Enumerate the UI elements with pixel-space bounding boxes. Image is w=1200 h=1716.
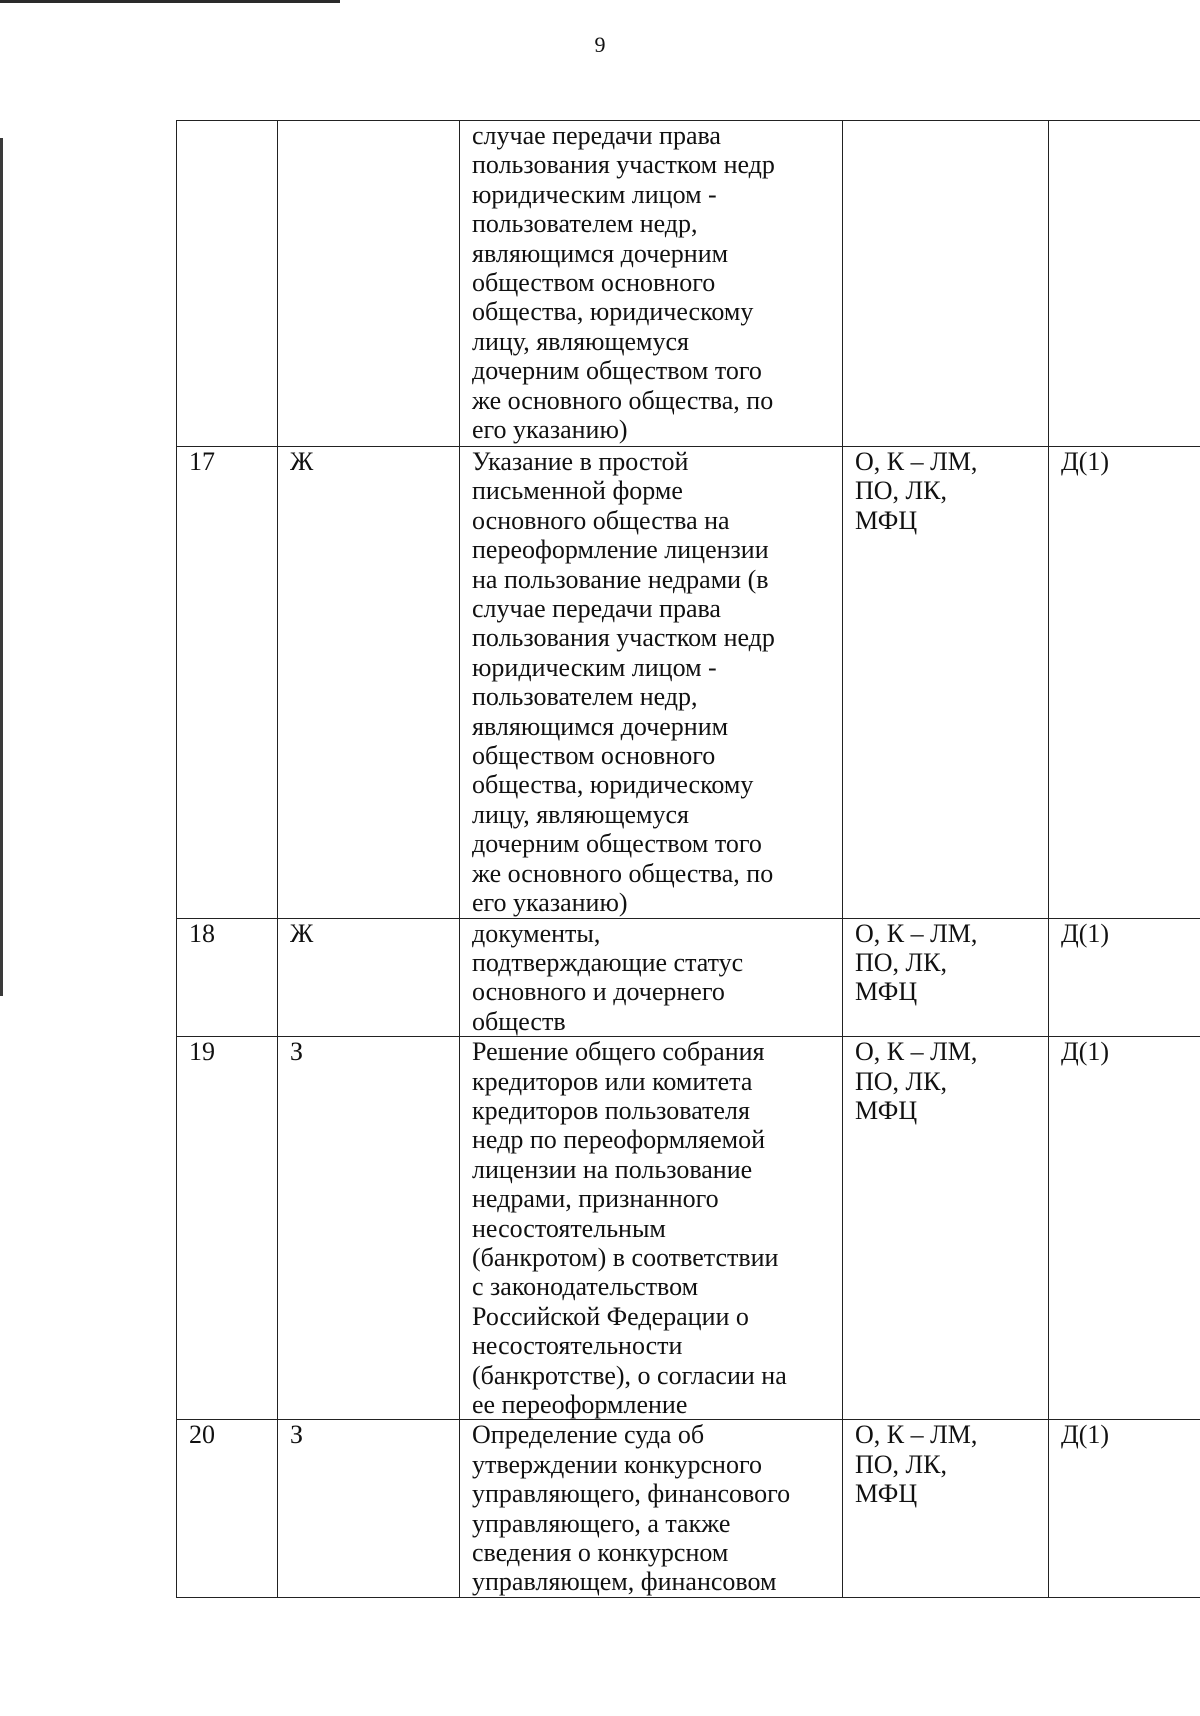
- table-row: [177, 1037, 1200, 1420]
- row-type-cell: Д(1): [1049, 447, 1200, 919]
- description-line: сведения о конкурсном: [472, 1538, 729, 1568]
- description-line: лицензии на пользование: [472, 1154, 753, 1184]
- description-line: управляющего, а также: [472, 1508, 731, 1538]
- description-line: управляющего, финансового: [472, 1479, 791, 1509]
- description-line: подтверждающие статус: [472, 947, 744, 977]
- row-code-cell: З: [278, 1420, 460, 1598]
- description-line: его указанию): [472, 888, 628, 918]
- description-line: ее переоформление: [472, 1390, 688, 1419]
- row-type-cell: Д(1): [1049, 1420, 1200, 1598]
- row-number-cell: 19: [177, 1037, 278, 1420]
- row-description-cell: [460, 1420, 843, 1598]
- table-row: [177, 447, 1200, 919]
- applicant-line: О, К – ЛМ,: [855, 1037, 978, 1067]
- row-number-cell: [177, 121, 278, 447]
- description-line: дочерним обществом того: [472, 829, 762, 859]
- applicant-line: О, К – ЛМ,: [855, 1420, 978, 1450]
- description-line: с законодательством: [472, 1272, 699, 1302]
- row-description-cell: [460, 1037, 843, 1420]
- description-line: несостоятельным: [472, 1213, 666, 1243]
- description-line: Российской Федерации о: [472, 1301, 749, 1331]
- row-type-cell: Д(1): [1049, 1037, 1200, 1420]
- description-line: же основного общества, по: [472, 858, 774, 888]
- description-line: управляющем, финансовом: [472, 1567, 777, 1597]
- applicant-line: ПО, ЛК,: [855, 1066, 948, 1096]
- description-line: Указание в простой: [472, 447, 689, 476]
- table-row: [177, 1420, 1200, 1598]
- scan-edge-left: [0, 138, 3, 996]
- applicant-line: МФЦ: [855, 977, 918, 1007]
- row-applicant-cell: [843, 121, 1049, 447]
- description-line: обществом основного: [472, 741, 716, 771]
- description-line: документы,: [472, 918, 601, 948]
- description-line: пользователем недр,: [472, 209, 698, 239]
- row-number-cell: 20: [177, 1420, 278, 1598]
- row-code-cell: Ж: [278, 447, 460, 919]
- row-number-cell: 18: [177, 918, 278, 1037]
- scan-edge-top: [0, 0, 340, 3]
- applicant-line: О, К – ЛМ,: [855, 447, 978, 476]
- description-line: (банкротом) в соответствии: [472, 1242, 779, 1272]
- description-line: переоформление лицензии: [472, 535, 769, 565]
- table-row: [177, 121, 1200, 447]
- row-type-cell: Д(1): [1049, 918, 1200, 1037]
- row-type-cell: [1049, 121, 1200, 447]
- description-line: дочерним обществом того: [472, 356, 762, 386]
- description-line: основного и дочернего: [472, 977, 725, 1007]
- row-number-cell: 17: [177, 447, 278, 919]
- table-row: [177, 918, 1200, 1037]
- description-line: несостоятельности: [472, 1331, 683, 1361]
- row-description-cell: [460, 121, 843, 447]
- description-line: его указанию): [472, 415, 628, 445]
- applicant-line: МФЦ: [855, 1095, 918, 1125]
- description-line: Определение суда об: [472, 1420, 705, 1450]
- description-line: недрами, признанного: [472, 1184, 719, 1214]
- applicant-line: ПО, ЛК,: [855, 1449, 948, 1479]
- description-line: основного общества на: [472, 505, 730, 535]
- description-line: пользования участком недр: [472, 150, 775, 180]
- description-line: лицу, являющемуся: [472, 799, 689, 829]
- document-table: [176, 120, 1200, 1598]
- applicant-line: МФЦ: [855, 505, 918, 535]
- description-line: обществом основного: [472, 268, 716, 298]
- description-line: являющимся дочерним: [472, 238, 729, 268]
- row-code-cell: З: [278, 1037, 460, 1420]
- description-line: недр по переоформляемой: [472, 1125, 765, 1155]
- description-line: юридическим лицом -: [472, 652, 717, 682]
- description-line: случае передачи права: [472, 121, 721, 150]
- row-applicant-cell: [843, 918, 1049, 1037]
- applicant-line: ПО, ЛК,: [855, 476, 948, 506]
- description-line: пользования участком недр: [472, 623, 775, 653]
- description-line: обществ: [472, 1006, 566, 1036]
- description-line: письменной форме: [472, 476, 683, 506]
- applicant-line: ПО, ЛК,: [855, 947, 948, 977]
- description-line: утверждении конкурсного: [472, 1449, 762, 1479]
- row-code-cell: Ж: [278, 918, 460, 1037]
- applicant-line: О, К – ЛМ,: [855, 918, 978, 948]
- applicant-line: МФЦ: [855, 1479, 918, 1509]
- description-line: общества, юридическому: [472, 770, 754, 800]
- description-line: лицу, являющемуся: [472, 326, 689, 356]
- description-line: же основного общества, по: [472, 385, 774, 415]
- description-line: на пользование недрами (в: [472, 564, 769, 594]
- description-line: Решение общего собрания: [472, 1037, 765, 1067]
- description-line: кредиторов пользователя: [472, 1095, 750, 1125]
- row-applicant-cell: [843, 1420, 1049, 1598]
- row-description-cell: [460, 447, 843, 919]
- row-description-cell: [460, 918, 843, 1037]
- description-line: кредиторов или комитета: [472, 1066, 753, 1096]
- description-line: являющимся дочерним: [472, 711, 729, 741]
- page-number: 9: [594, 32, 606, 57]
- row-applicant-cell: [843, 447, 1049, 919]
- description-line: юридическим лицом -: [472, 179, 717, 209]
- description-line: случае передачи права: [472, 594, 721, 624]
- row-applicant-cell: [843, 1037, 1049, 1420]
- row-code-cell: [278, 121, 460, 447]
- description-line: пользователем недр,: [472, 682, 698, 712]
- description-line: общества, юридическому: [472, 297, 754, 327]
- description-line: (банкротстве), о согласии на: [472, 1360, 787, 1390]
